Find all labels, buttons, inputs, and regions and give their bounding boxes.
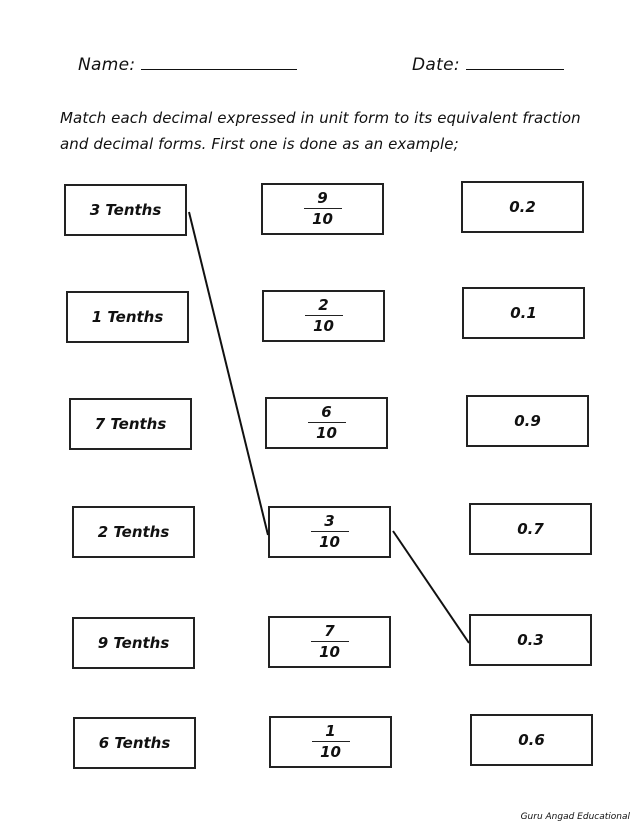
numerator: 2 bbox=[318, 296, 329, 314]
instructions: Match each decimal expressed in unit form to its equivalent fraction and decimal forms. First one is done as an example; bbox=[60, 109, 581, 153]
match-line bbox=[189, 212, 268, 535]
fraction-box[interactable] bbox=[269, 716, 392, 768]
unit-form-label: 2 Tenths bbox=[97, 523, 170, 541]
decimal-box[interactable] bbox=[462, 287, 585, 339]
fraction-box[interactable] bbox=[265, 397, 388, 449]
fraction bbox=[305, 298, 343, 334]
decimal-box[interactable] bbox=[470, 714, 593, 766]
unit-form-label: 7 Tenths bbox=[94, 415, 167, 433]
numerator: 7 bbox=[324, 622, 335, 640]
fraction-box[interactable] bbox=[261, 183, 384, 235]
date-field[interactable] bbox=[412, 55, 564, 75]
unit-form-box[interactable] bbox=[73, 717, 196, 769]
denominator: 10 bbox=[312, 210, 333, 228]
fraction-box[interactable] bbox=[268, 616, 391, 668]
denominator: 10 bbox=[313, 317, 334, 335]
fraction bbox=[312, 724, 350, 760]
footer-credit: Guru Angad Educational bbox=[520, 812, 630, 822]
unit-form-label: 3 Tenths bbox=[89, 201, 162, 219]
fraction bbox=[311, 624, 349, 660]
unit-form-label: 6 Tenths bbox=[98, 734, 171, 752]
numerator: 3 bbox=[324, 512, 335, 530]
decimal-label: 0.9 bbox=[514, 412, 541, 430]
unit-form-box[interactable] bbox=[72, 506, 195, 558]
fraction bbox=[304, 191, 342, 227]
decimal-box[interactable] bbox=[469, 503, 592, 555]
match-line bbox=[393, 531, 469, 643]
fraction bbox=[311, 514, 349, 550]
name-label: Name: bbox=[78, 55, 136, 75]
numerator: 6 bbox=[321, 403, 332, 421]
unit-form-box[interactable] bbox=[64, 184, 187, 236]
decimal-label: 0.3 bbox=[517, 631, 544, 649]
denominator: 10 bbox=[319, 533, 340, 551]
denominator: 10 bbox=[320, 743, 341, 761]
decimal-label: 0.7 bbox=[517, 520, 544, 538]
decimal-label: 0.2 bbox=[509, 198, 536, 216]
decimal-label: 0.1 bbox=[510, 304, 537, 322]
decimal-box[interactable] bbox=[466, 395, 589, 447]
numerator: 1 bbox=[325, 722, 336, 740]
unit-form-label: 1 Tenths bbox=[91, 308, 164, 326]
fraction-box[interactable] bbox=[262, 290, 385, 342]
decimal-box[interactable] bbox=[469, 614, 592, 666]
decimal-box[interactable] bbox=[461, 181, 584, 233]
unit-form-box[interactable] bbox=[66, 291, 189, 343]
unit-form-label: 9 Tenths bbox=[97, 634, 170, 652]
unit-form-box[interactable] bbox=[72, 617, 195, 669]
date-label: Date: bbox=[412, 55, 460, 75]
fraction-box[interactable] bbox=[268, 506, 391, 558]
unit-form-box[interactable] bbox=[69, 398, 192, 450]
name-blank[interactable] bbox=[141, 55, 297, 70]
decimal-label: 0.6 bbox=[518, 731, 545, 749]
denominator: 10 bbox=[316, 424, 337, 442]
name-field[interactable] bbox=[78, 55, 297, 75]
date-blank[interactable] bbox=[466, 55, 564, 70]
fraction bbox=[308, 405, 346, 441]
denominator: 10 bbox=[319, 643, 340, 661]
numerator: 9 bbox=[317, 189, 328, 207]
